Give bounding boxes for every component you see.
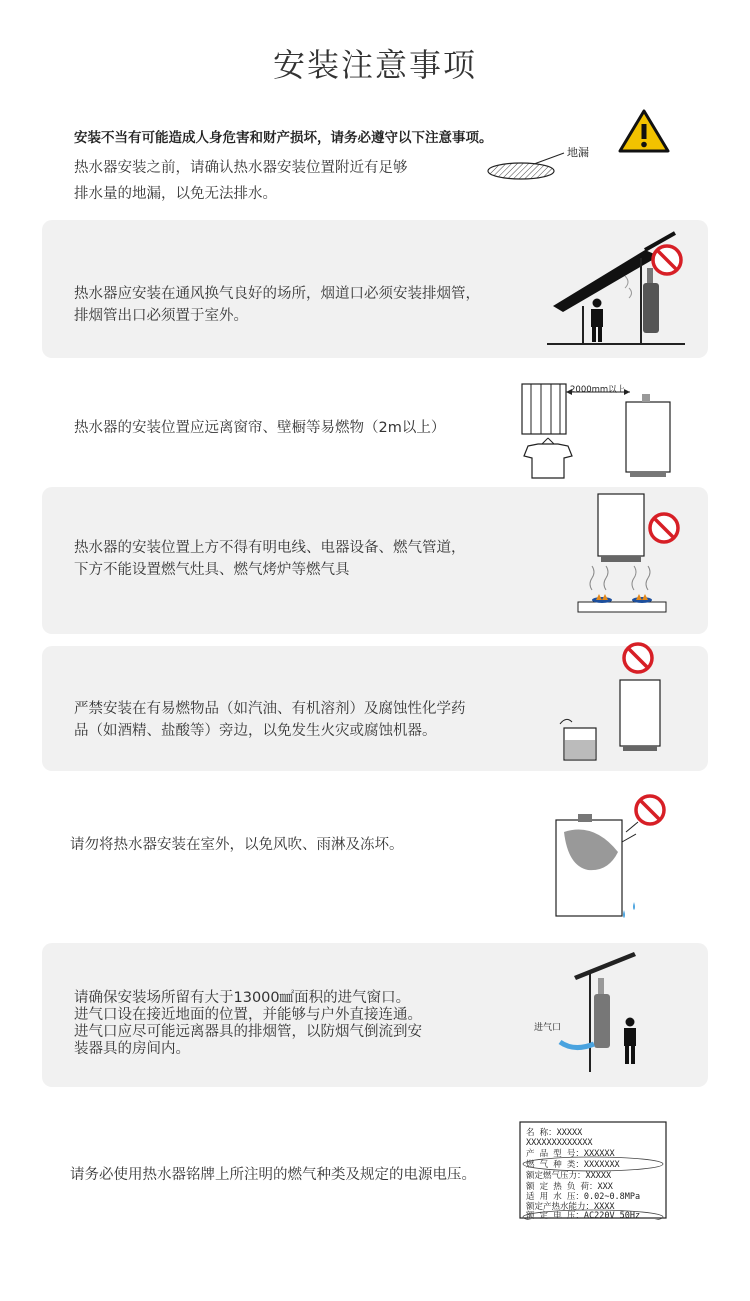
intro-text: 热水器安装之前，请确认热水器安装位置附近有足够 排水量的地漏，以免无法排水。 <box>74 160 408 202</box>
nameplate-line: XXXXXXXXXXXXX <box>526 1138 593 1148</box>
warning-text: 安装不当有可能造成人身危害和财产损坏，请务必遵守以下注意事项。 <box>74 130 493 146</box>
nameplate-line: 额定燃气压力：XXXXX <box>526 1171 612 1181</box>
page-title: 安装注意事项 <box>272 46 477 84</box>
section-nameplate-text: 请务必使用热水器铭牌上所注明的燃气种类及规定的电源电压。 <box>70 1167 476 1183</box>
nameplate-line: 额 定 电 压：AC220V 50Hz <box>526 1211 641 1220</box>
nameplate-line: 燃 气 种 类：XXXXXXX <box>526 1160 620 1170</box>
curtain-distance-illustration <box>518 380 678 488</box>
section-flammables-text: 热水器的安装位置应远离窗帘、壁橱等易燃物（2m以上） <box>74 420 446 436</box>
inlet-label: 进气口 <box>534 1023 562 1033</box>
section-outdoor-text: 请勿将热水器安装在室外，以免风吹、雨淋及冻坏。 <box>70 837 404 853</box>
corrosive-illustration <box>550 638 690 766</box>
floor-drain-illustration <box>484 140 609 190</box>
ventilation-illustration <box>545 228 695 350</box>
nameplate-line: 适 用 水 压：0.02~0.8MPa <box>526 1192 641 1202</box>
nameplate-line: 额定产热水能力：XXXX <box>526 1202 615 1212</box>
nameplate-line: 名 称：XXXXX <box>526 1128 583 1138</box>
nameplate-illustration <box>518 1120 668 1220</box>
section-air-inlet-text: 请确保安装场所留有大于13000㎟面积的进气窗口。 进气口设在接近地面的位置，并能够与户外直接连通。 进气口应尽可能远离器具的排烟管，以防烟气倒流到安 装器具的房间内。 <box>74 990 422 1057</box>
section-corrosive-text: 严禁安装在有易燃物品（如汽油、有机溶剂）及腐蚀性化学药 品（如酒精、盐酸等）旁边，以免发生火灾或腐蚀机器。 <box>74 701 466 739</box>
air-inlet-illustration <box>530 950 680 1078</box>
distance-label: 2000mm以上 <box>570 385 626 395</box>
warning-triangle-icon <box>618 108 670 154</box>
floor-drain-label: 地漏 <box>567 146 589 159</box>
nameplate-line: 产 品 型 号：XXXXXX <box>526 1149 615 1159</box>
gas-stove-illustration <box>572 490 692 628</box>
outdoor-illustration <box>552 792 672 942</box>
section-ventilation-text: 热水器应安装在通风换气良好的场所，烟道口必须安装排烟管， 排烟管出口必须置于室外。 <box>74 286 480 324</box>
nameplate-line: 额 定 热 负 荷：XXX <box>526 1182 613 1192</box>
section-above-below-text: 热水器的安装位置上方不得有明电线、电器设备、燃气管道， 下方不能设置燃气灶具、燃气烤炉等燃气具 <box>74 540 466 578</box>
